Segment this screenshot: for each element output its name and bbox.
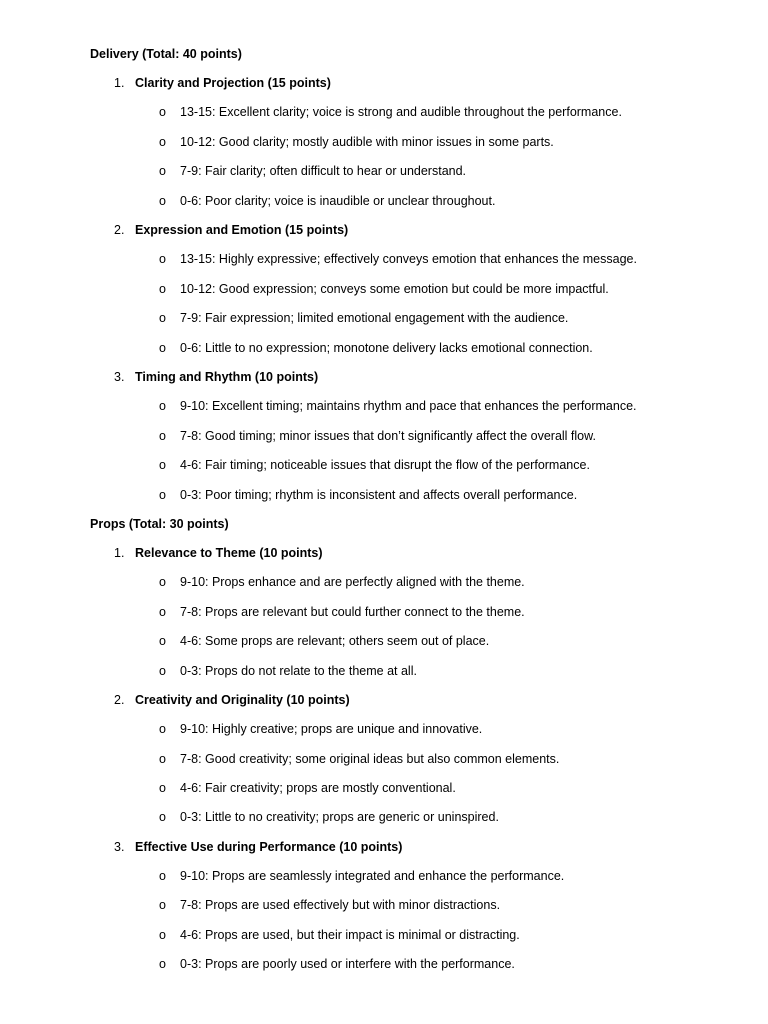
bullet-icon: o — [159, 664, 166, 678]
bullet-icon: o — [159, 869, 166, 883]
criterion-number: 3. — [114, 370, 125, 384]
level-text: 7-8: Good timing; minor issues that don’t significantly affect the overall flow. — [180, 429, 596, 443]
criterion-title: Relevance to Theme (10 points) — [135, 546, 323, 560]
level-text: 9-10: Props enhance and are perfectly aligned with the theme. — [180, 575, 525, 589]
criterion-title: Expression and Emotion (15 points) — [135, 223, 349, 237]
level-item — [159, 163, 466, 179]
level-item — [159, 193, 495, 209]
level-text: 9-10: Highly creative; props are unique and innovative. — [180, 722, 483, 736]
level-text: 7-9: Fair clarity; often difficult to hear or understand. — [180, 164, 467, 178]
level-item — [159, 340, 593, 356]
bullet-icon: o — [159, 194, 166, 208]
bullet-icon: o — [159, 252, 166, 266]
level-item — [159, 809, 499, 825]
level-item — [159, 780, 456, 796]
bullet-icon: o — [159, 752, 166, 766]
level-item — [159, 104, 622, 120]
level-item — [159, 751, 559, 767]
level-text: 7-8: Props are relevant but could further connect to the theme. — [180, 605, 525, 619]
level-item — [159, 574, 525, 590]
criterion-creativity-originality — [114, 692, 350, 708]
level-text: 0-6: Poor clarity; voice is inaudible or unclear throughout. — [180, 194, 496, 208]
level-item — [159, 134, 554, 150]
level-text: 0-3: Props do not relate to the theme at all. — [180, 664, 417, 678]
level-item — [159, 251, 637, 267]
criterion-title: Effective Use during Performance (10 points) — [135, 840, 403, 854]
bullet-icon: o — [159, 957, 166, 971]
level-text: 9-10: Props are seamlessly integrated and enhance the performance. — [180, 869, 565, 883]
level-item — [159, 897, 500, 913]
criterion-title: Creativity and Originality (10 points) — [135, 693, 350, 707]
level-item — [159, 457, 590, 473]
bullet-icon: o — [159, 605, 166, 619]
bullet-icon: o — [159, 928, 166, 942]
bullet-icon: o — [159, 429, 166, 443]
level-item — [159, 398, 637, 414]
bullet-icon: o — [159, 135, 166, 149]
criterion-relevance-theme — [114, 545, 323, 561]
level-item — [159, 310, 568, 326]
section-heading-delivery: Delivery (Total: 40 points) — [90, 47, 242, 61]
bullet-icon: o — [159, 898, 166, 912]
bullet-icon: o — [159, 810, 166, 824]
level-item — [159, 487, 577, 503]
level-text: 4-6: Fair timing; noticeable issues that disrupt the flow of the performance. — [180, 458, 590, 472]
level-text: 13-15: Highly expressive; effectively conveys emotion that enhances the message. — [180, 252, 637, 266]
level-item — [159, 428, 596, 444]
criterion-effective-use — [114, 839, 402, 855]
level-text: 7-8: Props are used effectively but with minor distractions. — [180, 898, 501, 912]
criterion-number: 1. — [114, 546, 125, 560]
bullet-icon: o — [159, 575, 166, 589]
criterion-clarity-projection — [114, 75, 331, 91]
criterion-number: 2. — [114, 693, 125, 707]
level-text: 4-6: Props are used, but their impact is minimal or distracting. — [180, 928, 520, 942]
level-item — [159, 633, 489, 649]
criterion-expression-emotion — [114, 222, 348, 238]
bullet-icon: o — [159, 634, 166, 648]
level-item — [159, 663, 417, 679]
criterion-number: 2. — [114, 223, 125, 237]
level-item — [159, 927, 520, 943]
level-text: 10-12: Good expression; conveys some emotion but could be more impactful. — [180, 282, 609, 296]
level-text: 0-3: Props are poorly used or interfere with the performance. — [180, 957, 515, 971]
level-text: 10-12: Good clarity; mostly audible with minor issues in some parts. — [180, 135, 554, 149]
level-item — [159, 868, 564, 884]
bullet-icon: o — [159, 341, 166, 355]
level-item — [159, 604, 525, 620]
level-text: 0-3: Little to no creativity; props are generic or uninspired. — [180, 810, 499, 824]
level-text: 4-6: Some props are relevant; others seem out of place. — [180, 634, 490, 648]
bullet-icon: o — [159, 488, 166, 502]
level-item — [159, 281, 609, 297]
criterion-number: 3. — [114, 840, 125, 854]
criterion-title: Timing and Rhythm (10 points) — [135, 370, 319, 384]
level-text: 13-15: Excellent clarity; voice is strong and audible throughout the performance. — [180, 105, 622, 119]
level-text: 7-9: Fair expression; limited emotional engagement with the audience. — [180, 311, 569, 325]
bullet-icon: o — [159, 399, 166, 413]
bullet-icon: o — [159, 164, 166, 178]
bullet-icon: o — [159, 311, 166, 325]
level-text: 7-8: Good creativity; some original ideas but also common elements. — [180, 752, 560, 766]
bullet-icon: o — [159, 282, 166, 296]
level-item — [159, 956, 515, 972]
bullet-icon: o — [159, 781, 166, 795]
criterion-timing-rhythm — [114, 369, 318, 385]
criterion-number: 1. — [114, 76, 125, 90]
bullet-icon: o — [159, 105, 166, 119]
bullet-icon: o — [159, 722, 166, 736]
bullet-icon: o — [159, 458, 166, 472]
section-heading-props: Props (Total: 30 points) — [90, 517, 229, 531]
level-text: 9-10: Excellent timing; maintains rhythm and pace that enhances the performance. — [180, 399, 637, 413]
level-text: 0-6: Little to no expression; monotone delivery lacks emotional connection. — [180, 341, 593, 355]
level-item — [159, 721, 482, 737]
criterion-title: Clarity and Projection (15 points) — [135, 76, 331, 90]
level-text: 4-6: Fair creativity; props are mostly conventional. — [180, 781, 456, 795]
level-text: 0-3: Poor timing; rhythm is inconsistent and affects overall performance. — [180, 488, 578, 502]
